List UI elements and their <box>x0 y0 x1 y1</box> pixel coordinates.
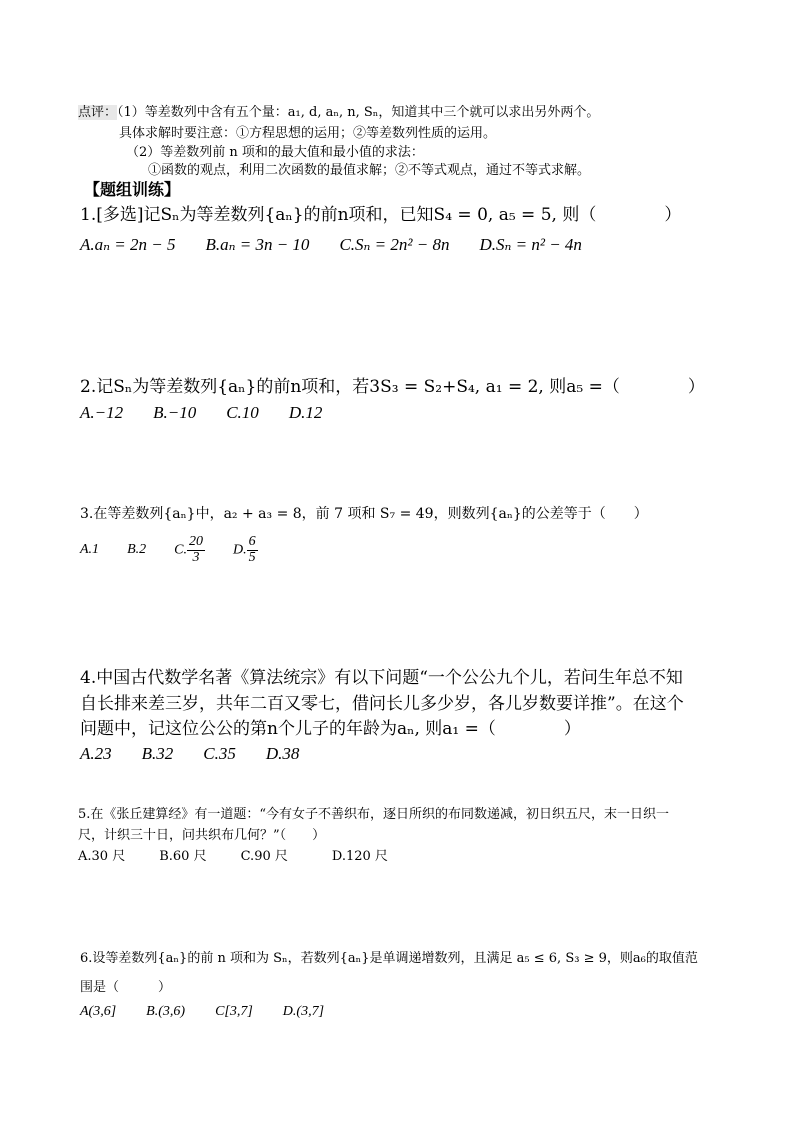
question-4-option-c: C.35 <box>203 744 236 763</box>
question-2-stem: 2.记Sₙ为等差数列{aₙ}的前n项和，若3S₃ = S₂+S₄, a₁ = 2, 则a₅ =（ ） <box>80 377 705 397</box>
question-6-option-a: A(3,6] <box>80 1004 117 1019</box>
question-5-options <box>78 845 388 864</box>
question-3-option-d-fraction <box>247 535 258 565</box>
comment-line-4: ①函数的观点，利用二次函数的最值求解；②不等式观点，通过不等式求解。 <box>148 163 591 178</box>
question-3-option-c-prefix: C. <box>174 542 187 558</box>
question-3-option-d-prefix: D. <box>232 542 247 558</box>
question-1-option-b: B.aₙ = 3n − 10 <box>205 235 310 254</box>
question-4-option-a: A.23 <box>80 744 112 763</box>
question-2-option-c: C.10 <box>226 403 259 422</box>
question-5-option-c: C.90 尺 <box>240 849 288 864</box>
fraction-denominator: 3 <box>192 549 200 565</box>
question-4-line-3: 问题中，记这位公公的第n个儿子的年龄为aₙ, 则a₁ =（ ） <box>80 719 581 739</box>
fraction-denominator: 5 <box>248 549 256 565</box>
question-3-option-b: B.2 <box>127 542 147 558</box>
section-title: 【题组训练】 <box>84 180 181 199</box>
fraction-numerator: 20 <box>188 534 203 549</box>
comment-text-1: （1）等差数列中含有五个量：a₁, d, aₙ, n, Sₙ，知道其中三个就可以求出另外两个。 <box>117 105 600 120</box>
question-4-line-1: 4.中国古代数学名著《算法统宗》有以下问题“一个公公九个儿，若问生年总不知 <box>80 668 683 688</box>
question-6-option-b: B.(3,6) <box>146 1004 186 1019</box>
question-5-line-1: 5.在《张丘建算经》有一道题：“今有女子不善织布，逐日所织的布同数递减，初日织五尺，末一日织一 <box>78 807 670 822</box>
question-4-options <box>80 744 299 764</box>
question-1-options <box>80 235 582 255</box>
question-6-option-d: D.(3,7] <box>282 1004 325 1019</box>
question-5-option-b: B.60 尺 <box>159 849 207 864</box>
question-6-line-2: 围是（ ） <box>80 980 172 995</box>
comment-label: 点评： <box>78 105 118 120</box>
question-1-option-d: D.Sₙ = n² − 4n <box>479 235 582 254</box>
question-3-option-c <box>174 535 205 565</box>
question-2-option-d: D.12 <box>288 403 323 422</box>
question-1-option-c: C.Sₙ = 2n² − 8n <box>339 235 450 254</box>
fraction-numerator: 6 <box>248 534 256 549</box>
question-4-option-b: B.32 <box>141 744 174 763</box>
question-3-option-d <box>233 535 258 565</box>
question-6-option-c: C[3,7] <box>215 1004 253 1019</box>
question-6-options <box>80 1004 324 1020</box>
question-5-line-2: 尺，计织三十日，问共织布几何？”（ ） <box>78 828 326 843</box>
comment-line-1 <box>78 101 599 120</box>
question-4-line-2: 自长排来差三岁，共年二百又零七，借问长儿多少岁，各儿岁数要详推”。在这个 <box>80 694 684 714</box>
question-5-option-d: D.120 尺 <box>331 849 388 864</box>
question-3-stem: 3.在等差数列{aₙ}中，a₂ + a₃ = 8，前 7 项和 S₇ = 49，则数列{aₙ}的公差等于（ ） <box>80 506 648 522</box>
question-6-line-1: 6.设等差数列{aₙ}的前 n 项和为 Sₙ，若数列{aₙ}是单调递增数列，且满足 a₅ ≤ 6, S₃ ≥ 9，则a₆的取值范 <box>80 951 698 966</box>
question-2-option-b: B.−10 <box>153 403 197 422</box>
comment-line-3: （2）等差数列前 n 项和的最大值和最小值的求法： <box>126 145 424 160</box>
question-2-option-a: A.−12 <box>80 403 124 422</box>
comment-line-2: 具体求解时要注意：①方程思想的运用；②等差数列性质的运用。 <box>119 126 497 141</box>
question-5-option-a: A.30 尺 <box>78 849 126 864</box>
question-3-option-a: A.1 <box>80 542 100 558</box>
question-2-options <box>80 403 322 423</box>
question-4-option-d: D.38 <box>265 744 300 763</box>
question-1-option-a: A.aₙ = 2n − 5 <box>80 235 176 254</box>
question-1-stem: 1.[多选]记Sₙ为等差数列{aₙ}的前n项和，已知S₄ = 0, a₅ = 5, 则（ ） <box>80 205 682 225</box>
question-3-option-c-fraction <box>187 535 205 565</box>
question-3-options <box>80 535 258 565</box>
